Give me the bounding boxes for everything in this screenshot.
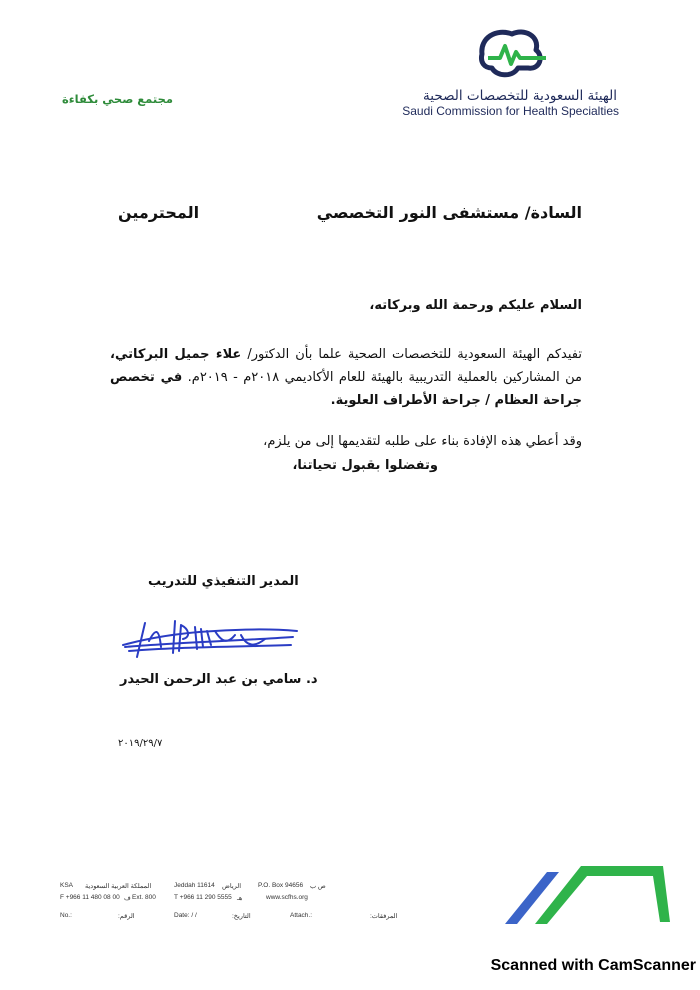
footer-fax-ar: ف (124, 895, 131, 902)
addressee: السادة/ مستشفى النور التخصصي (316, 203, 582, 222)
org-name-english: Saudi Commission for Health Specialties (402, 104, 619, 118)
footer-ksa-ar: المملكة العربية السعودية (85, 883, 152, 890)
footer-no-label: No.: (60, 912, 72, 919)
specialty: في تخصص جراحة العظام / جراحة الأطراف العلوية. (110, 370, 582, 408)
footer-date-label-ar: التاريخ: (232, 913, 251, 920)
signer-name: د. سامي بن عبد الرحمن الحيدر (120, 672, 318, 687)
footer-attach-label-ar: المرفقات: (370, 913, 398, 920)
signer-title: المدير التنفيذي للتدريب (148, 574, 299, 589)
footer-city-ar: الرياض (222, 883, 242, 890)
handwritten-signature (115, 617, 305, 659)
footer-stripes-graphic (505, 860, 670, 930)
body-intro: تفيدكم الهيئة السعودية للتخصصات الصحية علما بأن الدكتور/ (247, 347, 582, 362)
letter-date: ٢٠١٩/٢٩/٧ (118, 738, 163, 749)
slogan: مجتمع صحي بكفاءة (62, 92, 173, 106)
footer-website: www.scfhs.org (266, 894, 308, 901)
footer-fax: F +966 11 480 08 00 (60, 894, 120, 901)
footer-no-label-ar: الرقم: (118, 913, 135, 920)
body-middle: من المشاركين بالعملية التدريبية بالهيئة للعام الأكاديمي ٢٠١٨م - ٢٠١٩م. (187, 370, 582, 385)
greeting: السلام عليكم ورحمة الله وبركاته، (369, 298, 582, 313)
footer-ksa: KSA (60, 882, 74, 889)
footer-pobox-ar: ص ب (310, 883, 326, 890)
footer-ext: Ext. 800 (132, 894, 156, 901)
footer-pobox: P.O. Box 94656 (258, 882, 304, 889)
honorific: المحترمين (118, 203, 200, 222)
footer-date-label: Date: / / (174, 912, 197, 919)
footer-attach-label: Attach.: (290, 912, 313, 919)
doctor-name: علاء جميل البركاتي، (110, 347, 242, 362)
letter-body (110, 343, 582, 412)
scfhs-logo-icon (474, 24, 554, 84)
footer-tel: T +966 11 290 5555 (174, 894, 232, 901)
closing-line: وقد أعطي هذه الإفادة بناء على طلبه لتقديمها إلى من يلزم، (263, 434, 582, 449)
org-name-arabic: الهيئة السعودية للتخصصات الصحية (423, 88, 617, 104)
closing-regards: وتفضلوا بقبول تحياتنا، (292, 458, 438, 473)
camscanner-watermark: Scanned with CamScanner (490, 957, 696, 974)
footer-tel-ar: هـ (237, 895, 243, 902)
footer-city: Jeddah 11614 (174, 882, 215, 889)
